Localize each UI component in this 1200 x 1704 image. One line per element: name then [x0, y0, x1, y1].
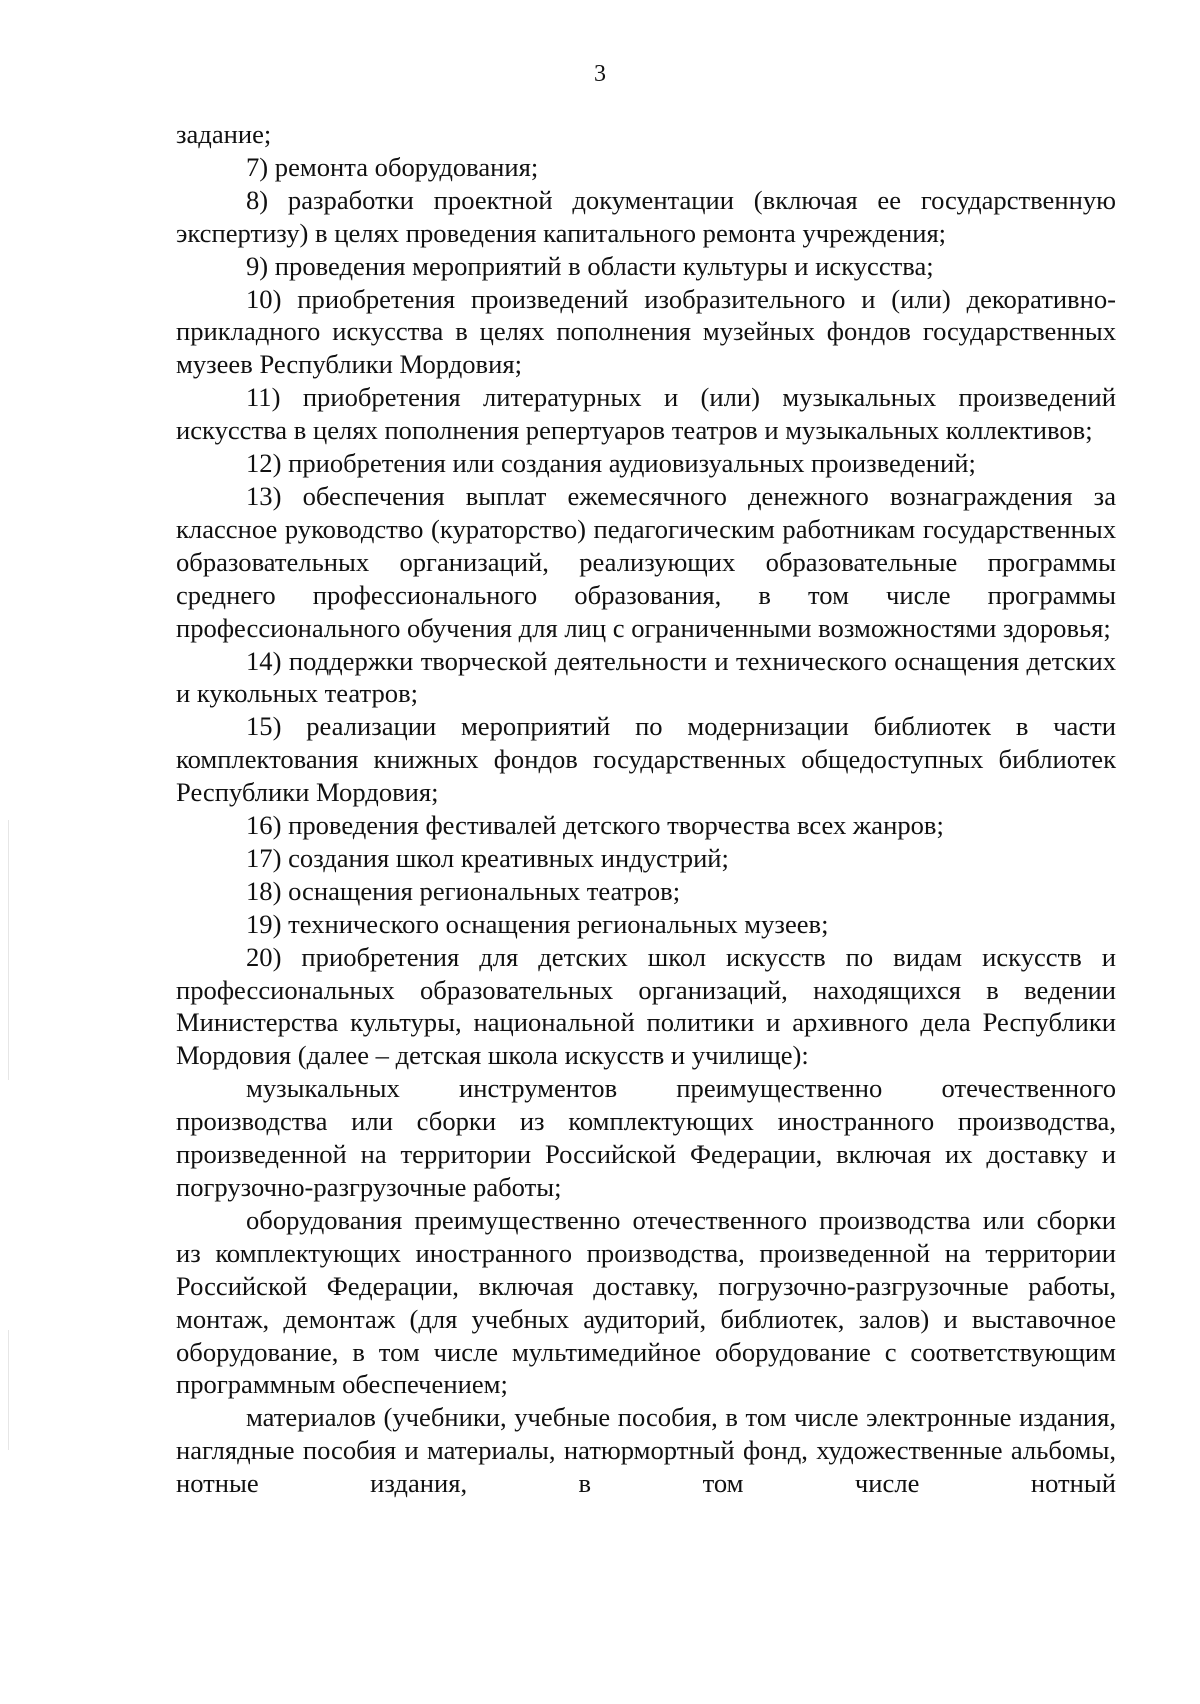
- document-body: [176, 118, 1116, 1500]
- list-item-15: 15) реализации мероприятий по модернизации библиотек в части комплектования книжных фондов государственных общедоступных библиотек Республики Мордовия;: [176, 711, 1116, 808]
- list-item-19: 19) технического оснащения региональных музеев;: [246, 908, 829, 939]
- list-item-8: 8) разработки проектной документации (включая ее государственную экспертизу) в целях проведения капитального ремонта учреждения;: [176, 184, 1116, 248]
- list-item-14: 14) поддержки творческой деятельности и технического оснащения детских и кукольных театров;: [176, 645, 1116, 709]
- list-item-12: 12) приобретения или создания аудиовизуальных произведений;: [246, 448, 976, 479]
- scan-margin-line: [8, 1330, 9, 1450]
- list-item-13: 13) обеспечения выплат ежемесячного денежного вознаграждения за классное руководство (кураторство) педагогическим работникам государственных образовательных организаций, реализующих образовательные программы среднего профессионального образования, в том числе программы профессионального обучения для лиц с ограниченными возможностями здоровья;: [176, 480, 1116, 643]
- sub-item-materials: материалов (учебники, учебные пособия, в том числе электронные издания, наглядные пособия и материалы, натюрмортный фонд, художественные альбомы, нотные издания, в том числе нотный: [176, 1402, 1116, 1499]
- paragraph-continuation: задание;: [176, 119, 272, 149]
- list-item-7: 7) ремонта оборудования;: [246, 151, 539, 182]
- list-item-18: 18) оснащения региональных театров;: [246, 875, 681, 906]
- sub-item-musical-instruments: музыкальных инструментов преимущественно отечественного производства или сборки из комплектующих иностранного производства, произведенной на территории Российской Федерации, включая их доставку и погрузочно-разгрузочные работы;: [176, 1073, 1116, 1202]
- list-item-11: 11) приобретения литературных и (или) музыкальных произведений искусства в целях пополнения репертуаров театров и музыкальных коллективов;: [176, 382, 1116, 446]
- scan-margin-line: [8, 820, 9, 1080]
- sub-item-equipment: оборудования преимущественно отечественного производства или сборки из комплектующих иностранного производства, произведенной на территории Российской Федерации, включая доставку, погрузочно-разгрузочные работы, монтаж, демонтаж (для учебных аудиторий, библиотек, залов) и выставочное оборудование, в том числе мультимедийное оборудование с соответствующим программным обеспечением;: [176, 1204, 1116, 1400]
- list-item-10: 10) приобретения произведений изобразительного и (или) декоративно-прикладного искусства в целях пополнения музейных фондов государственных музеев Республики Мордовия;: [176, 283, 1116, 380]
- list-item-17: 17) создания школ креативных индустрий;: [246, 842, 729, 873]
- list-item-20: 20) приобретения для детских школ искусств по видам искусств и профессиональных образовательных организаций, находящихся в ведении Министерства культуры, национальной политики и архивного дела Республики Мордовия (далее – детская школа искусств и училище):: [176, 941, 1116, 1071]
- list-item-9: 9) проведения мероприятий в области культуры и искусства;: [246, 250, 934, 281]
- page-number: 3: [594, 61, 606, 87]
- list-item-16: 16) проведения фестивалей детского творчества всех жанров;: [246, 810, 944, 841]
